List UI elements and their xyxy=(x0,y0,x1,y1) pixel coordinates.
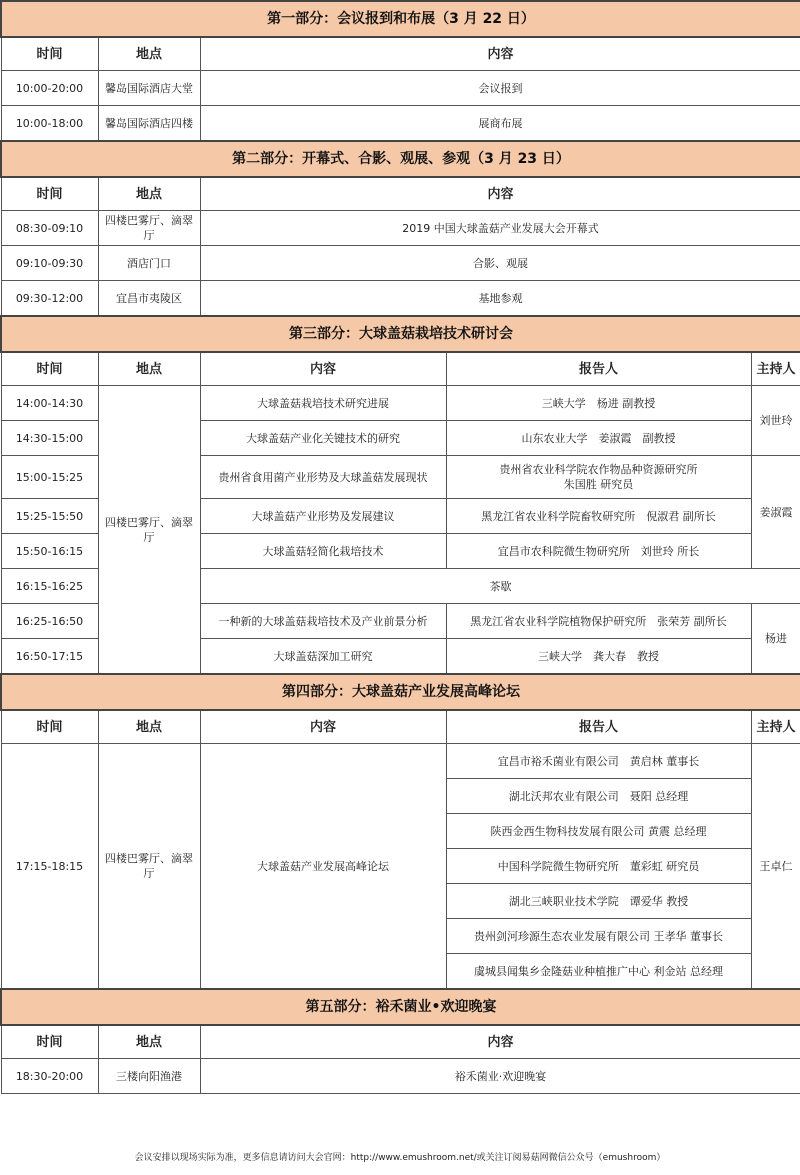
p2-row3-place: 宜昌市夷陵区 xyxy=(98,281,200,317)
part3-title: 第三部分：大球盖菇栽培技术研讨会 xyxy=(1,316,800,352)
p2-row1-content: 2019 中国大球盖菇产业发展大会开幕式 xyxy=(200,211,800,246)
header-content: 内容 xyxy=(200,37,800,71)
p4-place: 四楼巴雾厅、滴翠厅 xyxy=(98,744,200,990)
p5-row1-place: 三楼向阳渔港 xyxy=(98,1059,200,1094)
header-content: 内容 xyxy=(200,710,446,744)
p3-tea-break: 茶歇 xyxy=(200,569,800,604)
p3-row3-reporter-line1: 贵州省农业科学院农作物品种资源研究所 xyxy=(499,463,698,476)
p2-row3-content: 基地参观 xyxy=(200,281,800,317)
p3-host-3: 杨进 xyxy=(751,604,800,675)
p3-row5-time: 15:50-16:15 xyxy=(1,534,98,569)
header-time: 时间 xyxy=(1,710,98,744)
p3-row5-content: 大球盖菇轻简化栽培技术 xyxy=(200,534,446,569)
p3-row8-reporter: 三峡大学 龚大春 教授 xyxy=(446,639,751,675)
header-place: 地点 xyxy=(98,1025,200,1059)
p4-reporter-6: 贵州剑河珍源生态农业发展有限公司 王孝华 董事长 xyxy=(446,919,751,954)
header-place: 地点 xyxy=(98,177,200,211)
header-place: 地点 xyxy=(98,37,200,71)
p5-row1-content: 裕禾菌业·欢迎晚宴 xyxy=(200,1059,800,1094)
header-place: 地点 xyxy=(98,352,200,386)
p3-row7-content: 一种新的大球盖菇栽培技术及产业前景分析 xyxy=(200,604,446,639)
header-content: 内容 xyxy=(200,177,800,211)
p3-row7-time: 16:25-16:50 xyxy=(1,604,98,639)
p3-row6-time: 16:15-16:25 xyxy=(1,569,98,604)
p4-time: 17:15-18:15 xyxy=(1,744,98,990)
p1-row1-place: 馨岛国际酒店大堂 xyxy=(98,71,200,106)
header-host: 主持人 xyxy=(751,710,800,744)
p3-row2-content: 大球盖菇产业化关键技术的研究 xyxy=(200,421,446,456)
p3-row3-reporter-line2: 朱国胜 研究员 xyxy=(563,478,634,491)
p4-reporter-3: 陕西金西生物科技发展有限公司 黄震 总经理 xyxy=(446,814,751,849)
p3-row8-time: 16:50-17:15 xyxy=(1,639,98,675)
header-content: 内容 xyxy=(200,352,446,386)
p4-content: 大球盖菇产业发展高峰论坛 xyxy=(200,744,446,990)
p1-row1-content: 会议报到 xyxy=(200,71,800,106)
p3-row4-content: 大球盖菇产业形势及发展建议 xyxy=(200,499,446,534)
part4-title: 第四部分：大球盖菇产业发展高峰论坛 xyxy=(1,674,800,710)
header-content: 内容 xyxy=(200,1025,800,1059)
p3-row1-reporter: 三峡大学 杨进 副教授 xyxy=(446,386,751,421)
p1-row1-time: 10:00-20:00 xyxy=(1,71,98,106)
p2-row2-time: 09:10-09:30 xyxy=(1,246,98,281)
p3-place: 四楼巴雾厅、滴翠厅 xyxy=(98,386,200,675)
p3-row4-reporter: 黑龙江省农业科学院畜牧研究所 倪淑君 副所长 xyxy=(446,499,751,534)
header-host: 主持人 xyxy=(751,352,800,386)
header-time: 时间 xyxy=(1,1025,98,1059)
p2-row1-place: 四楼巴雾厅、滴翠厅 xyxy=(98,211,200,246)
header-time: 时间 xyxy=(1,352,98,386)
p3-row1-content: 大球盖菇栽培技术研究进展 xyxy=(200,386,446,421)
p4-host: 王卓仁 xyxy=(751,744,800,990)
p3-row5-reporter: 宜昌市农科院微生物研究所 刘世玲 所长 xyxy=(446,534,751,569)
p2-row2-place: 酒店门口 xyxy=(98,246,200,281)
p3-host-2: 姜淑霞 xyxy=(751,456,800,569)
part2-title: 第二部分：开幕式、合影、观展、参观（3 月 23 日） xyxy=(1,141,800,177)
part5-title: 第五部分：裕禾菌业•欢迎晚宴 xyxy=(1,989,800,1025)
p1-row2-content: 展商布展 xyxy=(200,106,800,142)
footer-note: 会议安排以现场实际为准，更多信息请访问大会官网：http://www.emushroom.net/或关注订阅易菇网微信公众号（emushroom） xyxy=(134,1153,666,1163)
header-reporter: 报告人 xyxy=(446,710,751,744)
p4-reporter-4: 中国科学院微生物研究所 董彩虹 研究员 xyxy=(446,849,751,884)
p2-row3-time: 09:30-12:00 xyxy=(1,281,98,317)
part1-title: 第一部分：会议报到和布展（3 月 22 日） xyxy=(1,1,800,37)
p3-row8-content: 大球盖菇深加工研究 xyxy=(200,639,446,675)
header-place: 地点 xyxy=(98,710,200,744)
p1-row2-place: 馨岛国际酒店四楼 xyxy=(98,106,200,142)
p4-reporter-1: 宜昌市裕禾菌业有限公司 黄启林 董事长 xyxy=(446,744,751,779)
p3-row3-content: 贵州省食用菌产业形势及大球盖菇发展现状 xyxy=(200,456,446,499)
p3-row4-time: 15:25-15:50 xyxy=(1,499,98,534)
p5-row1-time: 18:30-20:00 xyxy=(1,1059,98,1094)
p3-row3-reporter xyxy=(446,456,751,499)
p3-row7-reporter: 黑龙江省农业科学院植物保护研究所 张荣芳 副所长 xyxy=(446,604,751,639)
p2-row1-time: 08:30-09:10 xyxy=(1,211,98,246)
header-reporter: 报告人 xyxy=(446,352,751,386)
p1-row2-time: 10:00-18:00 xyxy=(1,106,98,142)
p3-row3-time: 15:00-15:25 xyxy=(1,456,98,499)
p3-row2-time: 14:30-15:00 xyxy=(1,421,98,456)
p3-row2-reporter: 山东农业大学 姜淑霞 副教授 xyxy=(446,421,751,456)
p3-host-1: 刘世玲 xyxy=(751,386,800,456)
p2-row2-content: 合影、观展 xyxy=(200,246,800,281)
header-time: 时间 xyxy=(1,177,98,211)
p4-reporter-2: 湖北沃邦农业有限公司 聂阳 总经理 xyxy=(446,779,751,814)
p4-reporter-7: 虞城县闻集乡金隆菇业种植推广中心 利金站 总经理 xyxy=(446,954,751,990)
header-time: 时间 xyxy=(1,37,98,71)
p4-reporter-5: 湖北三峡职业技术学院 谭爱华 教授 xyxy=(446,884,751,919)
p3-row1-time: 14:00-14:30 xyxy=(1,386,98,421)
